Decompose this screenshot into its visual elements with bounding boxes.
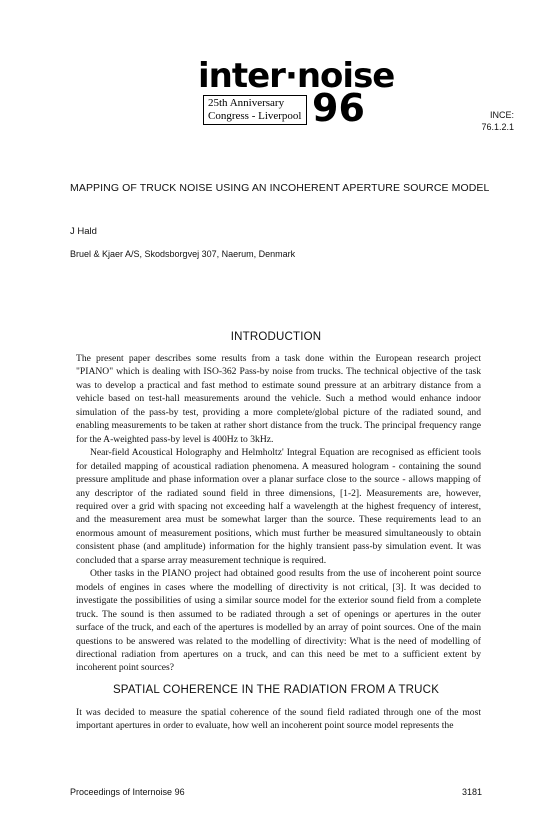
ince-classification [481, 109, 514, 133]
section-heading-spatial-coherence: SPATIAL COHERENCE IN THE RADIATION FROM A TRUCK [112, 684, 440, 696]
logo-congress-text: Congress - Liverpool [208, 110, 302, 122]
paper-title: MAPPING OF TRUCK NOISE USING AN INCOHERENT APERTURE SOURCE MODEL [70, 182, 490, 194]
footer-page-number: 3181 [461, 787, 482, 797]
ince-label: INCE: [489, 110, 514, 120]
paper-author: J Hald [70, 226, 97, 237]
conference-logo-box [203, 95, 307, 125]
introduction-body [76, 352, 481, 675]
logo-anniversary-text: 25th Anniversary [208, 97, 285, 109]
paragraph: Other tasks in the PIANO project had obtained good results from the use of incoherent point source models of engines in cases where the modelling of directivity is not critical, [3]. It was decided to investigate the possibilities of using a similar source model for the exterior sound field from a complete truck. The sound is then assumed to be radiated through a set of openings or apertures in the outer surface of the truck, and each of the apertures is modelled by an array of point sources. One of the main questions to be answered was related to the modelling of directivity: What is the need of modelling of directional radiation from apertures on a truck, and can this need be met to a sufficient extent by incoherent point sources? [76, 568, 481, 674]
conference-logo-year: 96 [312, 86, 365, 130]
paragraph: Near-field Acoustical Holography and Helmholtz' Integral Equation are recognised as efficient tools for detailed mapping of acoustical radiation phenomena. A measured hologram - containing the sound pressure amplitude and phase information over a planar surface close to the source - allows mapping of any descriptor of the radiated sound field in three dimensions, [1-2]. Measurements are, however, required over a grid with spacing not exceeding half a wavelength at the highest frequency of interest, and the measurement area must be somewhat larger than the source. These requirements lead to an enormous amount of measurement positions, which must further be measured simultaneously to obtain consistent phase (and amplitude) information for the highly transient pass-by simulation event. It was concluded that a sparse array measurement technique is required. [76, 447, 481, 566]
ince-code: 76.1.2.1 [481, 122, 514, 132]
spatial-coherence-body [76, 706, 481, 733]
conference-logo-wordmark: inter·noise [198, 56, 395, 96]
paragraph: It was decided to measure the spatial coherence of the sound field radiated through one of the most important apertures in order to evaluate, how well an incoherent point source model represents the [76, 707, 481, 732]
paragraph: The present paper describes some results from a task done within the European research project "PIANO" which is dealing with ISO-362 Pass-by noise from trucks. The technical objective of the task was to develop a practical and fast method to estimate sound pressure at an arbitrary distance from a vehicle based on test-hall measurements around the vehicle. Such a method would enhance indoor simulation of the pass-by test, providing a more complete/global picture of the radiated sound, and enabling measurements to be taken at rather short distance from the truck. The principal frequency range for the A-weighted pass-by level is 400Hz to 3kHz. [76, 353, 481, 445]
section-heading-introduction: INTRODUCTION [230, 331, 322, 343]
footer-proceedings: Proceedings of Internoise 96 [70, 787, 185, 797]
paper-affiliation: Bruel & Kjaer A/S, Skodsborgvej 307, Naerum, Denmark [70, 249, 296, 259]
